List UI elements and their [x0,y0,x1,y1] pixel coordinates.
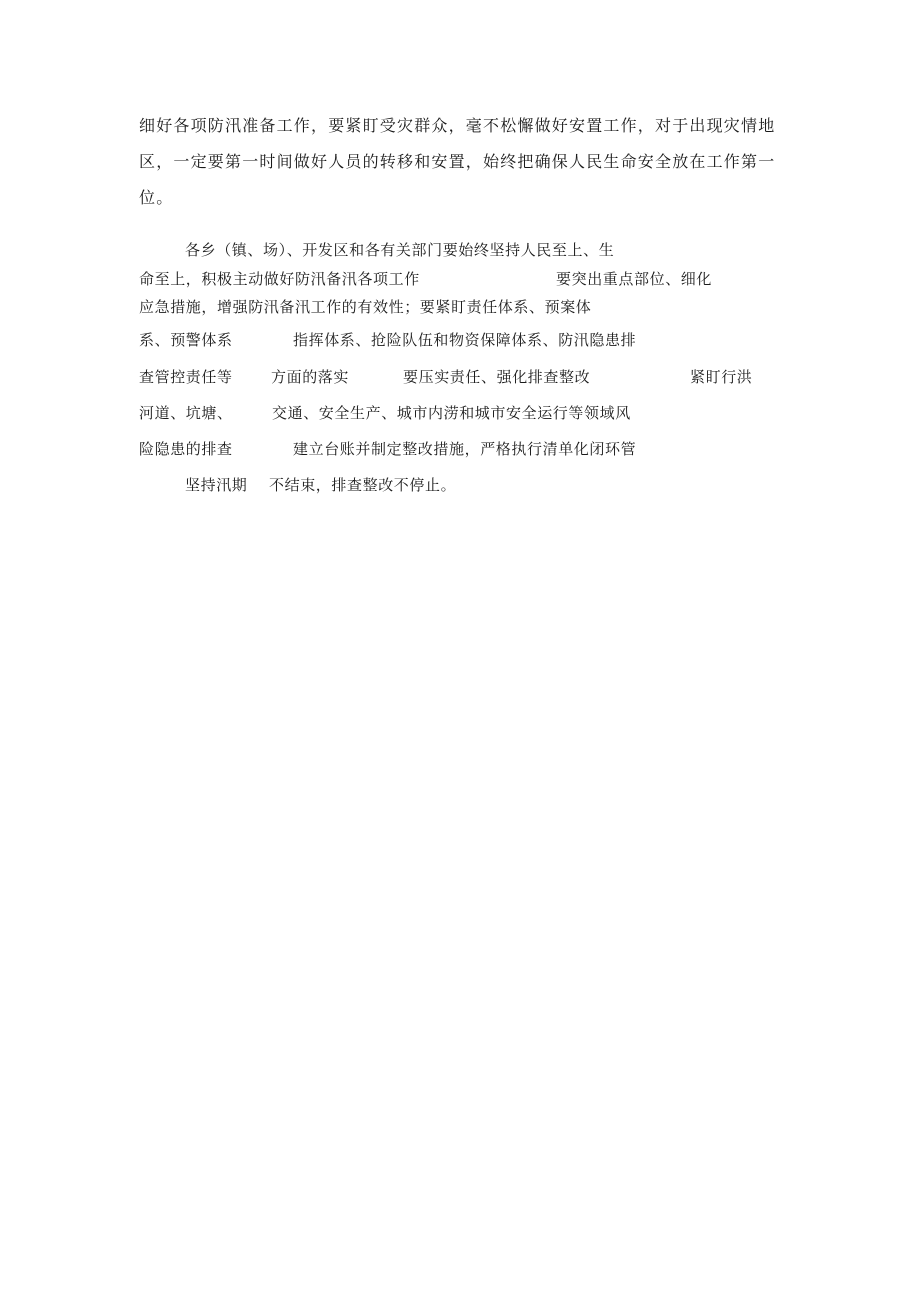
paragraph-2-line-4-part-a: 系、预警体系 [139,331,233,349]
paragraph-2-line-2-part-b: 要突出重点部位、细化 [556,270,713,288]
paragraph-2-line-5-part-a: 查管控责任等 [139,368,233,386]
paragraph-2-line-6-part-a: 河道、坑塘、 [139,404,233,422]
paragraph-2-line-6-part-b: 交通、安全生产、城市内涝和城市安全运行等领域风 [272,404,631,422]
paragraph-2-line-5-part-b: 方面的落实 [271,368,350,386]
paragraph-2-line-3: 应急措施，增强防汛备汛工作的有效性；要紧盯责任体系、预案体 [139,298,592,316]
paragraph-2-line-8-part-b: 不结束，排查整改不停止。 [269,476,457,494]
paragraph-2-line-1: 各乡（镇、场）、开发区和各有关部门要始终坚持人民至上、生 [185,241,615,259]
paragraph-2-line-5-part-d: 紧盯行洪 [690,368,753,386]
paragraph-2-line-7-part-a: 险隐患的排查 [139,440,233,458]
paragraph-2-line-4-part-b: 指挥体系、抢险队伍和物资保障体系、防汛隐患排 [293,331,637,349]
paragraph-2-line-2-part-a: 命至上，积极主动做好防汛备汛各项工作 [139,270,420,288]
paragraph-2-line-5-part-c: 要压实责任、强化排查整改 [403,368,591,386]
paragraph-1-line-1: 细好各项防汛准备工作，要紧盯受灾群众，毫不松懈做好安置工作，对于出现灾情地 [139,116,776,135]
paragraph-1-line-2: 区，一定要第一时间做好人员的转移和安置，始终把确保人民生命安全放在工作第一 [139,152,776,171]
paragraph-1-line-3: 位。 [139,188,174,207]
paragraph-2-line-7-part-b: 建立台账并制定整改措施，严格执行清单化闭环管 [293,440,637,458]
paragraph-2-line-8-part-a: 坚持汛期 [185,476,248,494]
